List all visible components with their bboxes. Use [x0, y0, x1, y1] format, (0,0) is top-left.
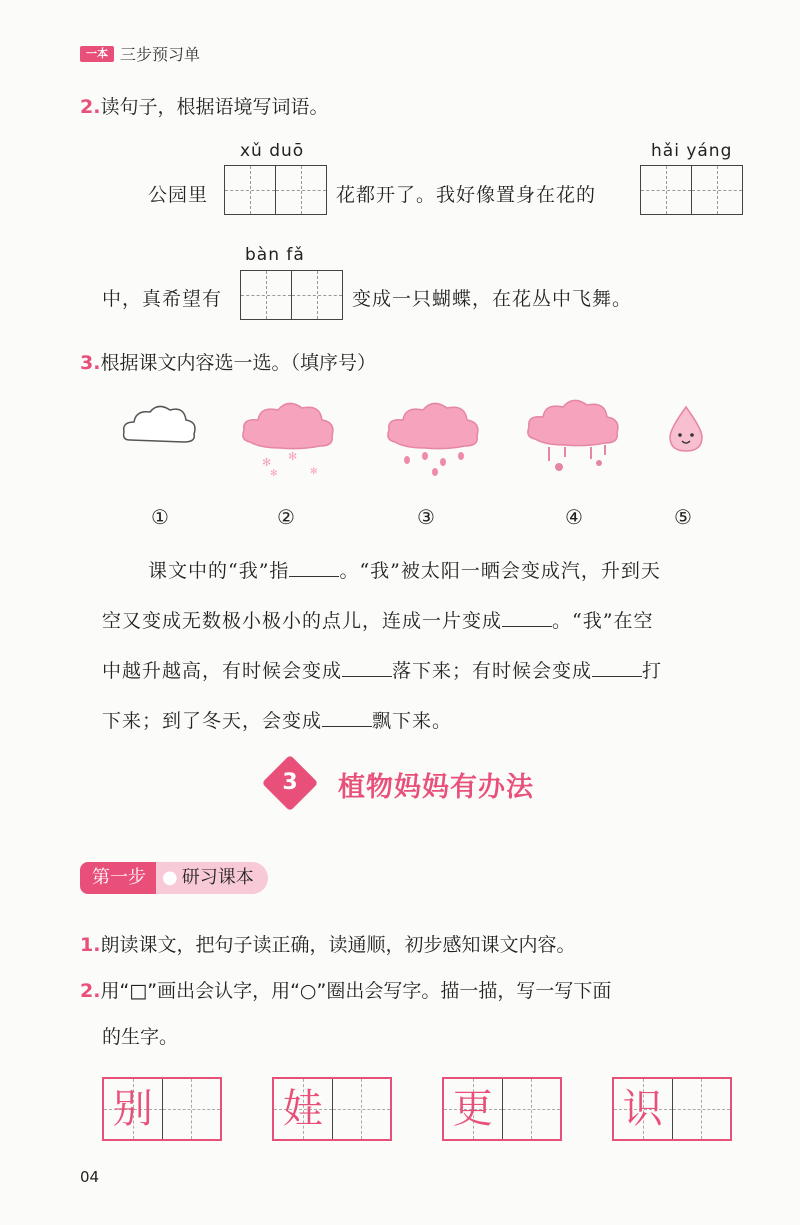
rain-cloud-icon	[385, 398, 485, 478]
study-item-2: 2.用“□”画出会认字，用“○”圈出会写字。描一描，写一写下面	[80, 980, 612, 1002]
question-2	[80, 92, 328, 119]
pinyin-banfa: bàn fǎ	[245, 245, 305, 265]
paragraph-line: 中越升越高，有时候会变成 落下来；有时候会变成 打	[102, 660, 663, 682]
water-drop-icon	[664, 405, 708, 455]
svg-text:✻: ✻	[270, 469, 278, 478]
step-label: 第一步	[80, 862, 156, 894]
cloud-icon	[120, 400, 200, 450]
option-5: ⑤	[674, 505, 692, 529]
trace-character: 识	[622, 1086, 663, 1132]
option-2: ②	[277, 505, 295, 529]
trace-character: 别	[112, 1086, 153, 1132]
paragraph-line: 课文中的“我”指 。“我”被太阳一晒会变成汽，升到天	[148, 560, 661, 582]
header-title: 三步预习单	[120, 45, 201, 64]
svg-text:✻: ✻	[288, 450, 298, 463]
blank-field[interactable]	[289, 558, 339, 577]
question-3	[80, 348, 376, 375]
lesson-title: 植物妈妈有办法	[338, 772, 534, 803]
svg-text:✻: ✻	[262, 456, 272, 469]
bullet-icon: ●	[162, 867, 178, 888]
paragraph-line: 空又变成无数极小极小的点儿，连成一片变成 。“我”在空	[102, 610, 654, 632]
answer-grid-xuduo[interactable]	[224, 165, 327, 215]
character-practice-box[interactable]	[272, 1077, 392, 1141]
character-practice-box[interactable]	[102, 1077, 222, 1141]
study-item-2-cont: 的生字。	[102, 1026, 179, 1048]
step-banner	[80, 862, 268, 894]
trace-character: 娃	[282, 1086, 323, 1132]
blank-field[interactable]	[592, 658, 642, 677]
sentence-text: 公园里	[148, 184, 209, 206]
option-1: ①	[151, 505, 169, 529]
paragraph-line: 下来；到了冬天，会变成 飘下来。	[102, 710, 453, 732]
blank-field[interactable]	[502, 608, 552, 627]
page-number: 04	[80, 1168, 100, 1186]
blank-field[interactable]	[322, 708, 372, 727]
pinyin-xuduo: xǔ duō	[240, 141, 305, 161]
hail-cloud-icon	[525, 395, 625, 475]
sentence-text: 花都开了。我好像置身在花的	[336, 184, 597, 206]
blank-field[interactable]	[342, 658, 392, 677]
lesson-number: 3	[282, 770, 298, 795]
sentence-text: 变成一只蝴蝶，在花丛中飞舞。	[352, 288, 633, 310]
answer-grid-banfa[interactable]	[240, 270, 343, 320]
option-3: ③	[417, 505, 435, 529]
study-item-1: 1.朗读课文，把句子读正确，读通顺，初步感知课文内容。	[80, 934, 576, 956]
trace-character: 更	[452, 1086, 493, 1132]
option-4: ④	[565, 505, 583, 529]
question-text: 读句子，根据语境写词语。	[100, 96, 329, 118]
svg-text:✻: ✻	[310, 467, 318, 477]
question-text: 根据课文内容选一选。（填序号）	[100, 352, 376, 374]
sentence-text: 中，真希望有	[102, 288, 223, 310]
question-number: 2.	[80, 96, 101, 118]
character-practice-box[interactable]	[612, 1077, 732, 1141]
step-name: 研习课本	[181, 867, 254, 888]
pinyin-haiyang: hǎi yáng	[651, 141, 733, 161]
answer-grid-haiyang[interactable]	[640, 165, 743, 215]
snow-cloud-icon	[240, 398, 340, 478]
question-number: 3.	[80, 352, 101, 374]
character-practice-box[interactable]	[442, 1077, 562, 1141]
brand-badge: 一本	[80, 46, 114, 62]
